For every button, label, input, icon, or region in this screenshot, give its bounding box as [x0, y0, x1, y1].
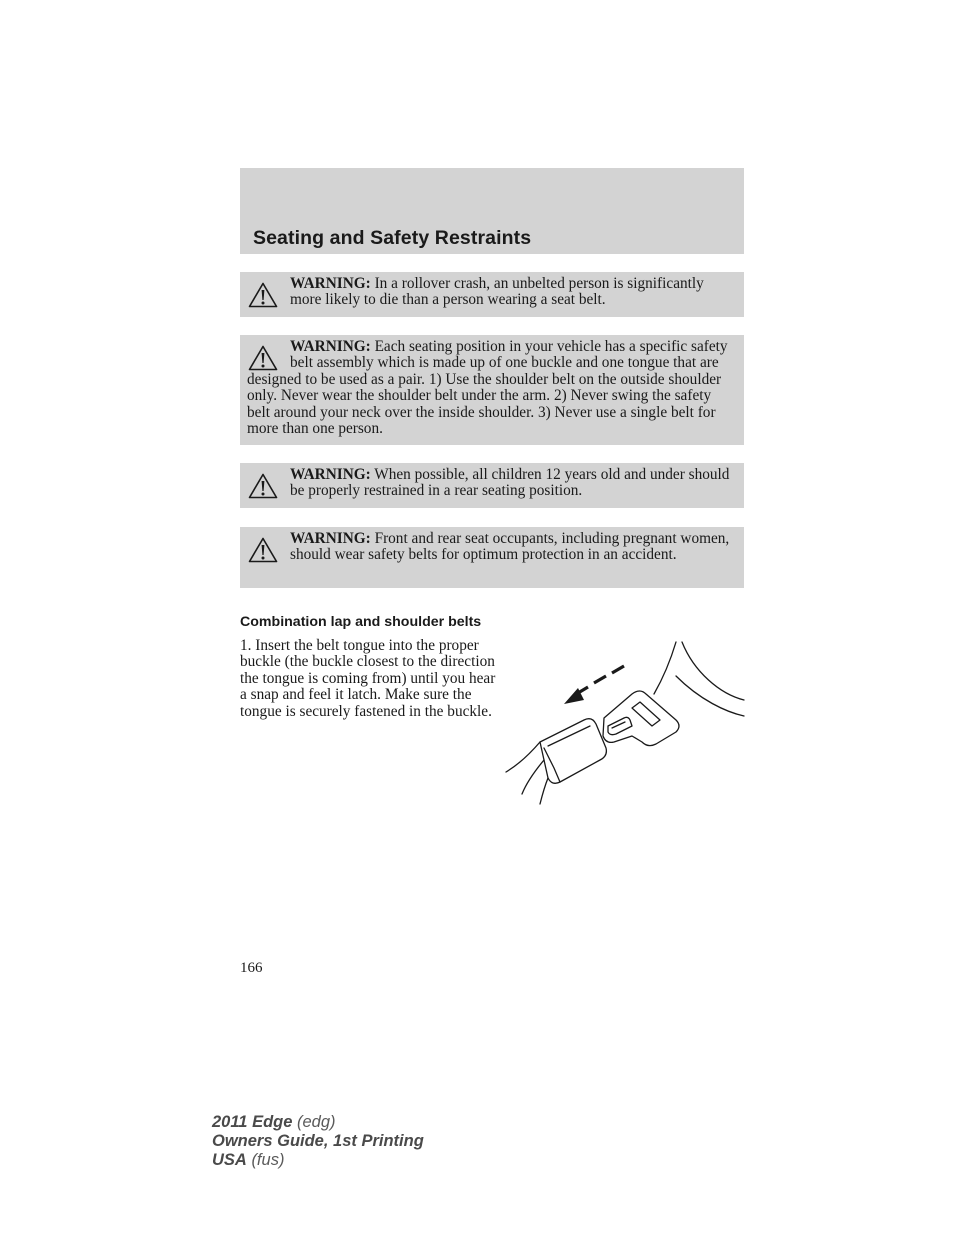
instruction-step-1: 1. Insert the belt tongue into the proper buckle (the buckle closest to the direction the tongue is coming from) until you hear a snap and feel it latch. Make sure the tongue is securely fastened in the buckle. — [240, 637, 496, 720]
warning-triangle-icon — [248, 282, 278, 308]
warning-label: WARNING: — [290, 338, 371, 355]
section-header-band — [240, 168, 744, 254]
warning-text: Each seating position in your vehicle has a specific safety belt assembly which is made up of one buckle and one tongue that are designed to be used as a pair. 1) Use the shoulder belt on the outside shoulder only. Never wear the shoulder belt under the arm. 2) Never swing the safety belt around your neck over the inside shoulder. 3) Never use a single belt for more than one person. — [247, 338, 728, 438]
warning-box-belt-assembly — [240, 335, 744, 445]
warning-text: In a rollover crash, an unbelted person is significantly more likely to die than a person wearing a seat belt. — [290, 275, 704, 309]
footer-line-1 — [212, 1113, 424, 1132]
warning-label: WARNING: — [290, 530, 371, 547]
footer-model: 2011 Edge — [212, 1113, 293, 1131]
footer-line-2 — [212, 1132, 424, 1151]
footer-market: USA — [212, 1151, 247, 1169]
warning-triangle-icon — [248, 345, 278, 371]
subsection-heading: Combination lap and shoulder belts — [240, 614, 482, 630]
warning-text: When possible, all children 12 years old and under should be properly restrained in a rear seating position. — [290, 466, 730, 500]
footer-guide: Owners Guide, 1st Printing — [212, 1132, 424, 1150]
warning-box-occupants — [240, 527, 744, 588]
footer-model-code: (edg) — [297, 1113, 336, 1131]
warning-label: WARNING: — [290, 466, 371, 483]
footer-market-code: (fus) — [251, 1151, 285, 1169]
section-title: Seating and Safety Restraints — [253, 227, 532, 249]
warning-box-rollover — [240, 272, 744, 317]
warning-text: Front and rear seat occupants, including pregnant women, should wear safety belts for optimum protection in an accident. — [290, 530, 730, 564]
warning-label: WARNING: — [290, 275, 371, 292]
footer-line-3 — [212, 1151, 424, 1170]
page-number: 166 — [240, 960, 263, 976]
warning-box-children — [240, 463, 744, 508]
warning-triangle-icon — [248, 537, 278, 563]
seat-belt-buckle-illustration — [504, 636, 748, 808]
warning-triangle-icon — [248, 473, 278, 499]
document-footer — [212, 1113, 424, 1170]
